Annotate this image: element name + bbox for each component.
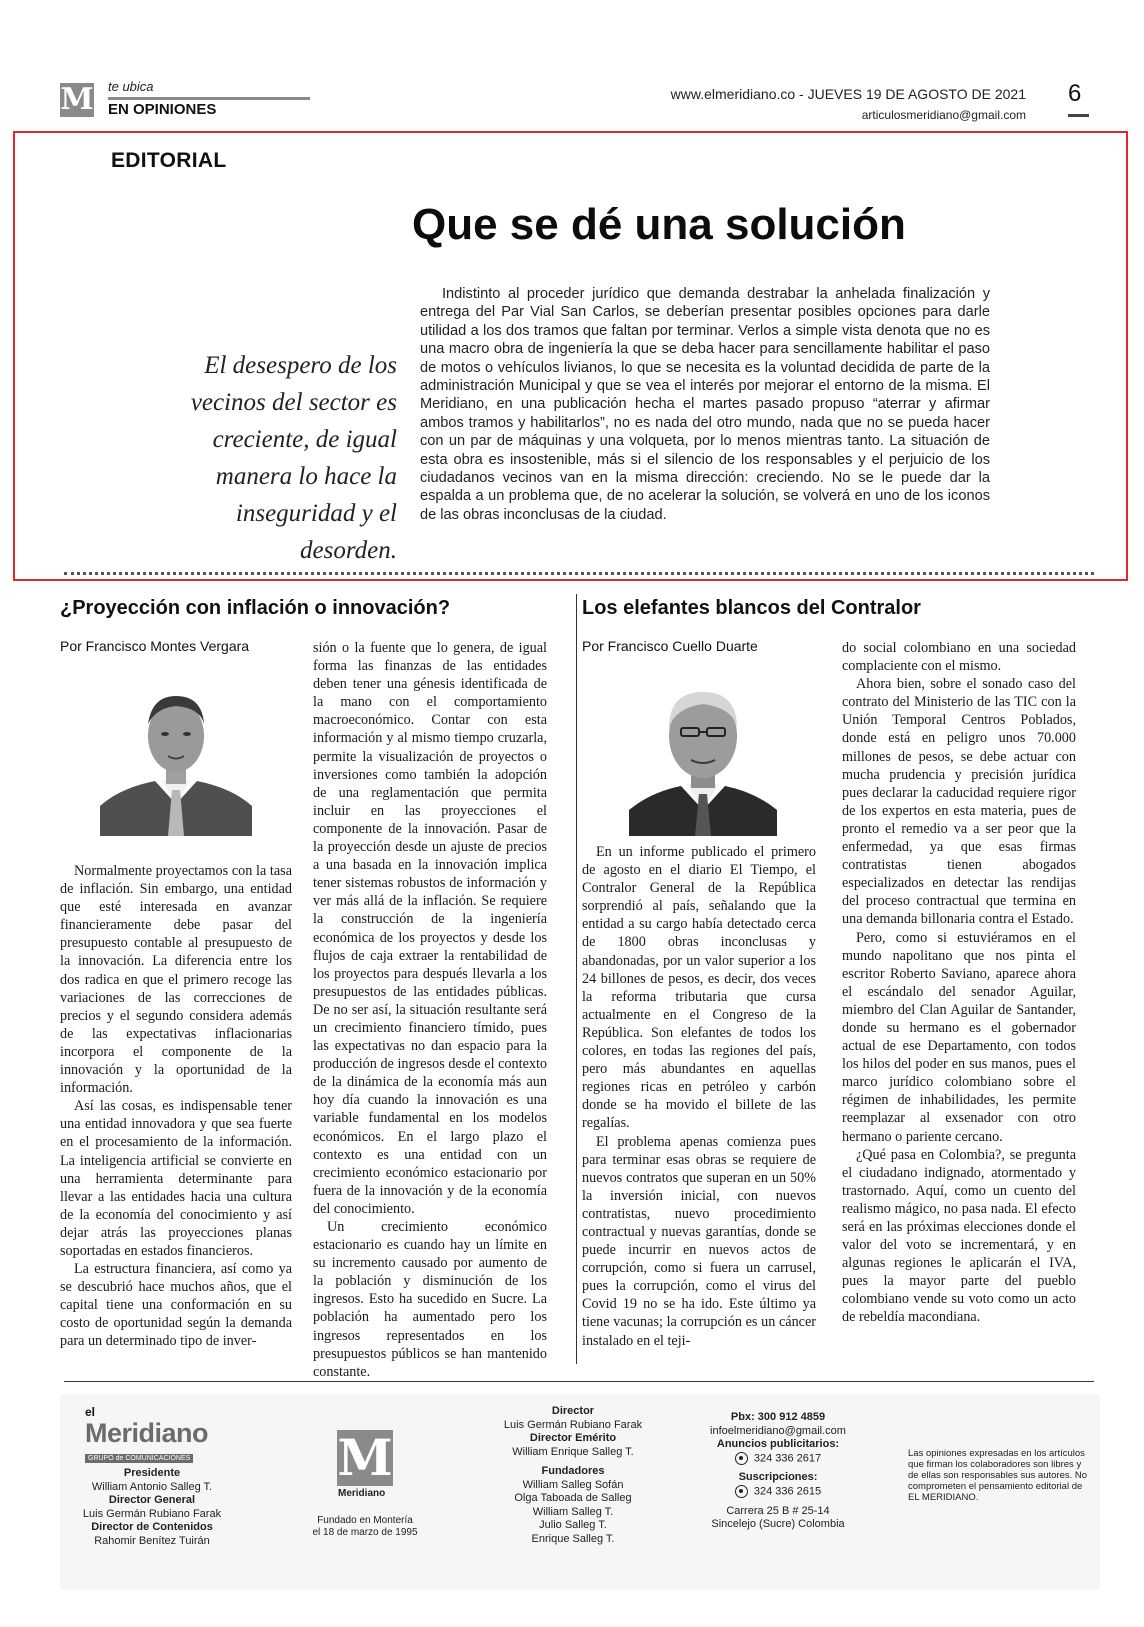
fundadores-label: Fundadores (541, 1465, 605, 1477)
brand-logo (85, 1405, 208, 1465)
disclaimer: Las opiniones expresadas en los artículos que firman los colaboradores son libres y de ellas son responsables sus autores. No comprometen el pensamiento editorial de EL MERIDIANO. (908, 1448, 1088, 1503)
header-dateline: www.elmeridiano.co - JUEVES 19 DE AGOSTO DE 2021 (670, 86, 1026, 102)
brand-el: el (85, 1405, 96, 1419)
editorial-label: EDITORIAL (111, 149, 227, 172)
staff-center (488, 1405, 658, 1546)
header-logo: M (60, 82, 94, 117)
founded-info (300, 1515, 430, 1539)
address: Carrera 25 B # 25-14 (726, 1504, 830, 1517)
paragraph: do social colombiano en una sociedad complaciente con el mismo. (842, 640, 1076, 675)
paragraph: Normalmente proyectamos con la tasa de inflación. Sin embargo, una entidad que esté interesada en avanzar financieramente debe pasar del presupuesto contable al presupuesto de la innovación. La diferencia entre los dos radica en que el primero recoge las variaciones de las correcciones de precios y el segundo considera además de las expectativas inflacionarias incorpora el componente de la innovación y la oportunidad de la información. (60, 863, 292, 1097)
header-email: articulosmeridiano@gmail.com (861, 108, 1026, 122)
paragraph: En un informe publicado el primero de agosto en el diario El Tiempo, el Contralor General de la República sorprendió al país, señalando que la entidad a su cargo había detectado cerca de 1800 obras inconclusas y abandonadas, por un valor superior a los 24 billones de pesos, es decir, dos veces la reforma tributaria que cursa actualmente en el Congreso de la República. Son elefantes de todos los colores, en todas las regiones del país, pero más abundantes en aquellas regiones ricas en petróleo y carbón donde se ha movido el billete de las regalías. (582, 844, 816, 1132)
paragraph: Un crecimiento económico estacionario es cuando hay un límite en su incremento causado por aumento de la población y disminución de los ingresos. Esto ha sucedido en Sucre. La población ha aumentado pero los ingresos representados en los presupuestos públicos se han mantenido constante. (313, 1219, 547, 1380)
director-general-label: Director General (108, 1494, 196, 1506)
author-photo-montes (100, 676, 252, 836)
paragraph: El problema apenas comienza pues para terminar esas obras se requiere de nuevos contratos que superan en un 50% la inversión inicial, con nuevos contratistas, nuevo procedimiento contractual y nuevas garantías, donde se puede incurrir en nuevos actos de corrupción, como si fuera un carrusel, pues la corrupción, como el virus del Covid 19 no se ha ido. Este último ya tiene vacunas; la corrupción es un cáncer instalado en el teji- (582, 1133, 816, 1349)
director-general-name: Luis Germán Rubiano Farak (82, 1507, 222, 1520)
editorial-body: Indistinto al proceder jurídico que demanda destrabar la anhelada finalización y entrega del Par Vial San Carlos, se deberían presentar posibles opciones para darle utilidad a los dos tramos que faltan por terminar. Verlos a simple vista denota que no es una macro obra de ingeniería la que se deba hacer para sencillamente habilitar el paso de motos o vehículos livianos, lo que se necesita es la voluntad decidida de parte de la administración Municipal y que se vea el interés por mejorar el entorno de la misma. El Meridiano, en una publicación hecha el martes pasado propuso “aterrar y afirmar ambos tramos y habilitarlos”, no es nada del otro mundo, nada que no se pueda hacer con un par de máquinas y una volqueta, por lo menos mientras tanto. La situación de esta obra es insostenible, más si el silencio de los responsables y el perjuicio de los ciudadanos vecinos van en la misma dirección: creciendo. No se le puede dar la espalda a un problema que, de no acelerar la solución, se volverá en uno de los iconos de las obras inconclusas de la ciudad. (420, 286, 990, 523)
masthead-logo-name: Meridiano (338, 1488, 386, 1499)
city: Sincelejo (Sucre) Colombia (711, 1518, 845, 1531)
editorial-pullquote: El desespero de los vecinos del sector es creciente, de igual manera lo hace la inseguridad y el desorden. (190, 352, 397, 564)
anuncios-label: Anuncios publicitarios: (716, 1438, 840, 1450)
director-label: Director (551, 1405, 595, 1417)
article-right-byline: Por Francisco Cuello Duarte (582, 638, 758, 654)
paragraph: sión o la fuente que lo genera, de igual forma las finanzas de las entidades deben tener una génesis identificada de la mano con el comportamiento macroeconómico. Contar con esta información y al mismo tiempo cruzarla, permite la visualización de proyectos o inversiones como también la adopción de una reglamentación que permita incluir en las proyecciones el componente de la innovación. Pasar de la proyección desde un ajuste de precios a una basada en la innovación implica tener sistemas robustos de información y ver más allá de la inflación. Se requiere la construcción de la ingeniería económica de los proyectos y desde los flujos de caja extraer la rentabilidad de los proyectos para después llevarla a los presupuestos de las entidades públicas. De no ser así, la situación resultante será un crecimiento financiero tímido, pues las expectativas no dan espacio para la producción de ingresos desde el contexto de la dinámica de la economía más aun hoy día cuando la innovación es una variable fundamental en los modelos económicos. En el largo plazo el contexto es una entidad con un crecimiento económico estacionario por fuera de la innovación y de la economía del conocimiento. (313, 640, 547, 1217)
fundador: Julio Salleg T. (539, 1519, 607, 1531)
header-rule (108, 97, 310, 100)
suscripciones-phone: 324 336 2615 (753, 1485, 822, 1498)
paragraph: ¿Qué pasa en Colombia?, se pregunta el ciudadano indignado, atormentado y trastornado. Aquí, como un cuento del realismo mágico, no pasa nada. El efecto será en las próximas elecciones donde el valor del voto se incrementará, y en algunas regiones le aplicarán el IVA, pues la mayor parte del pueblo colombiano vende su voto como un acto de rebeldía macondiana. (842, 1146, 1076, 1326)
page-number: 6 (1068, 80, 1082, 107)
fundador: William Salleg Sofán (522, 1478, 624, 1491)
editorial-headline: Que se dé una solución (412, 200, 906, 249)
paragraph: La estructura financiera, así como ya se descubrió hace muchos años, que el capital tiene una conformación en su costo de oportunidad según la demanda para un determinado tipo de inver- (60, 1261, 292, 1350)
header-tagline: te ubica (108, 79, 154, 94)
masthead-logo: M (337, 1428, 393, 1487)
paragraph: Así las cosas, es indispensable tener una entidad innovadora y que sea fuerte en el procesamiento de la información. La inteligencia artificial se convierte en una herramienta determinante para llevar a las entidades hacia una cultura de la economía del conocimiento y así dejar atrás las proyecciones planas soportadas en estados financieros. (60, 1098, 292, 1259)
article-right-col1 (582, 843, 816, 1350)
founded-place: Fundado en Montería (317, 1515, 413, 1526)
article-left-headline: ¿Proyección con inflación o innovación? (60, 597, 451, 619)
suscripciones-label: Suscripciones: (738, 1471, 818, 1484)
dotted-divider (64, 572, 1094, 575)
column-divider (576, 594, 577, 1364)
article-left-col2 (313, 639, 547, 1381)
director-contenidos-label: Director de Contenidos (91, 1521, 213, 1533)
pbx: Pbx: 300 912 4859 (730, 1411, 826, 1423)
article-left-col1 (60, 862, 292, 1351)
info-email: infoelmeridiano@gmail.com (710, 1424, 846, 1437)
brand-name: Meridiano (85, 1418, 209, 1448)
article-right-headline: Los elefantes blancos del Contralor (582, 597, 921, 619)
paragraph: Pero, como si estuviéramos en el mundo napolitano que nos pinta el escritor Roberto Saviano, aparece ahora el escándalo del senador Aguilar, miembro del Clan Aguilar de Santander, donde su hermano es el gobernador actual de ese Departamento, con todos los hilos del poder en sus manos, pues el marco jurídico colombiano sobre el régimen de inhabilidades, les permite reemplazar al exsenador con otro hermano o pariente cercano. (842, 929, 1076, 1145)
brand-subtitle: GRUPO de COMUNICACIONES (85, 1454, 193, 1463)
author-photo-cuello (629, 670, 777, 836)
fundador: William Salleg T. (532, 1505, 614, 1518)
section-title: EN OPINIONES (108, 101, 217, 118)
staff-left (72, 1467, 232, 1548)
founded-date: el 18 de marzo de 1995 (312, 1527, 418, 1538)
article-right-col2 (842, 639, 1076, 1327)
anuncios-phone: 324 336 2617 (753, 1451, 822, 1464)
fundador: Olga Taboada de Salleg (514, 1492, 632, 1504)
director-contenidos-name: Rahomir Benítez Tuirán (94, 1534, 210, 1547)
fundador: Enrique Salleg T. (531, 1532, 615, 1545)
director-name: Luis Germán Rubiano Farak (503, 1418, 643, 1431)
page-number-rule (1068, 114, 1089, 117)
director-emerito-label: Director Emérito (529, 1432, 617, 1444)
presidente-name: William Antonio Salleg T. (91, 1480, 213, 1493)
footer-rule (64, 1381, 1094, 1382)
paragraph: Ahora bien, sobre el sonado caso del contrato del Ministerio de las TIC con la Unión Temporal Centros Poblados, donde está en peligro unos 70.000 millones de pesos, se debe actuar con mucha prudencia y precisión jurídica pues declarar la caducidad requiere rigor de los expertos en esta materia, pues de pronto el remedio va a ser peor que la enfermedad, ya que esas firmas contratistas tienen abogados especializados en detectar las rendijas del proceso contractual que termina en una demanda billonaria contra el Estado. (842, 676, 1076, 928)
whatsapp-icon (735, 1485, 748, 1498)
presidente-label: Presidente (123, 1467, 181, 1479)
contact-info (688, 1411, 868, 1532)
whatsapp-icon (735, 1452, 748, 1465)
director-emerito-name: William Enrique Salleg T. (512, 1445, 634, 1458)
article-left-byline: Por Francisco Montes Vergara (60, 638, 250, 654)
